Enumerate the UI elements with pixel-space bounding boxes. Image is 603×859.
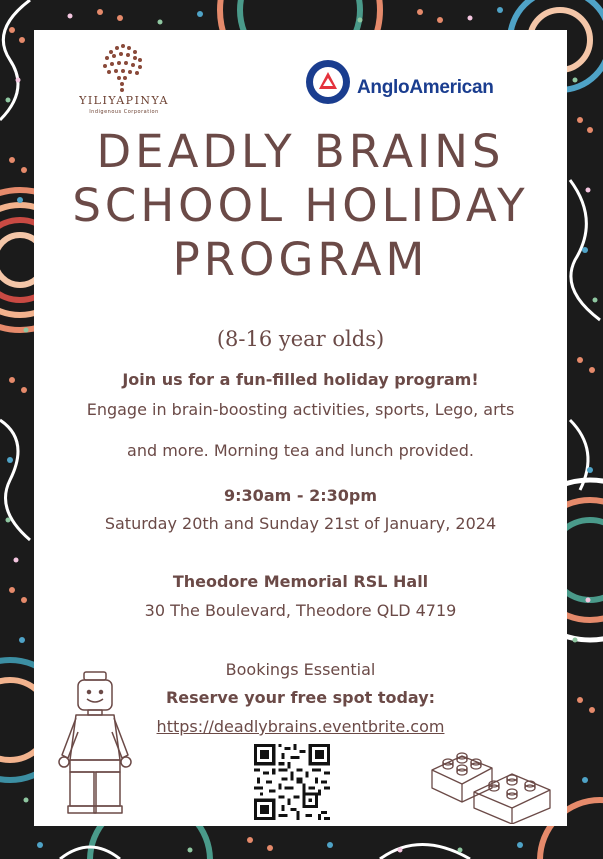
intro-line-1: Engage in brain-boosting activities, sports, Lego, arts <box>86 400 515 419</box>
title-line-2: SCHOOL HOLIDAY <box>72 179 529 232</box>
flyer-card <box>34 30 567 826</box>
booking-link[interactable]: https://deadlybrains.eventbrite.com <box>156 717 445 736</box>
qr-code[interactable] <box>254 744 330 820</box>
lego-minifigure-icon <box>50 670 140 815</box>
anglo-american-logo <box>304 58 352 106</box>
bookings-label: Bookings Essential <box>225 660 376 679</box>
title-line-3: PROGRAM <box>172 233 429 286</box>
event-time: 9:30am - 2:30pm <box>224 486 377 505</box>
yiliyapinya-tree-logo <box>87 38 159 94</box>
venue-name: Theodore Memorial RSL Hall <box>172 572 429 591</box>
title-line-1: DEADLY BRAINS <box>96 125 505 178</box>
yiliyapinya-subtitle: Indigenous Corporation <box>89 109 159 115</box>
intro-line-2: and more. Morning tea and lunch provided. <box>127 441 474 460</box>
age-range: (8-16 year olds) <box>216 327 385 351</box>
reserve-text: Reserve your free spot today: <box>165 688 436 707</box>
yiliyapinya-name: YILIYAPINYA <box>79 94 169 107</box>
venue-address: 30 The Boulevard, Theodore QLD 4719 <box>144 601 457 620</box>
intro-heading: Join us for a fun-filled holiday program! <box>122 370 479 389</box>
lego-bricks-icon <box>428 746 554 824</box>
event-dates: Saturday 20th and Sunday 21st of January, 2024 <box>104 514 497 533</box>
anglo-american-name: AngloAmerican <box>357 77 494 98</box>
